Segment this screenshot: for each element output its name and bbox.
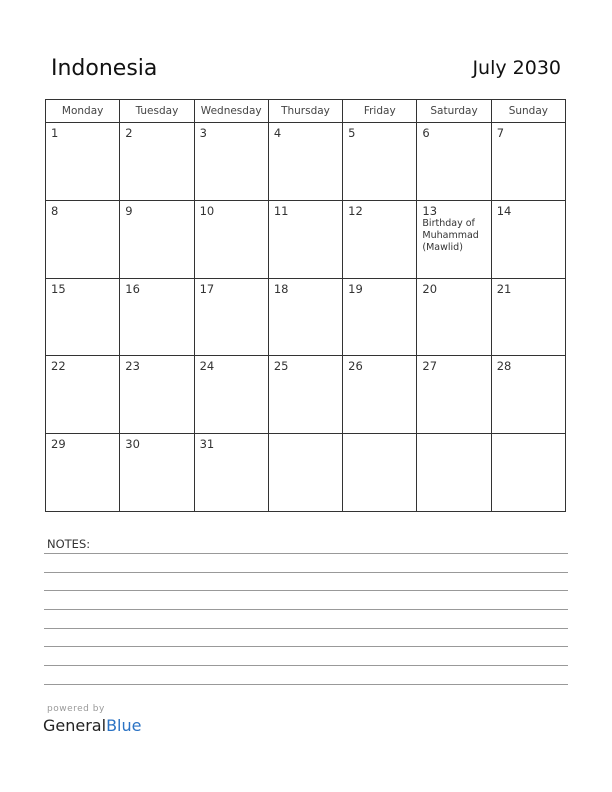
calendar-day-cell: [120, 434, 194, 512]
calendar-day-cell: [268, 278, 342, 356]
note-line: [44, 553, 568, 554]
day-number: 24: [199, 359, 215, 374]
calendar-day-cell: [417, 434, 491, 512]
calendar-title: Indonesia: [51, 56, 158, 81]
notes-label: NOTES:: [47, 537, 91, 551]
weekday-header: Saturday: [417, 100, 491, 123]
calendar-week-row: [46, 123, 566, 201]
day-number: 25: [273, 359, 289, 374]
calendar-day-cell: [343, 278, 417, 356]
day-number: 3: [199, 126, 207, 140]
calendar-grid: [45, 99, 566, 512]
calendar-day-cell: [491, 434, 565, 512]
weekday-header: Thursday: [268, 100, 342, 123]
day-number: 21: [496, 281, 512, 296]
calendar-day-cell: [417, 200, 491, 278]
day-number: [343, 434, 416, 437]
note-line: [44, 684, 568, 685]
calendar-week-row: [46, 356, 566, 434]
day-number: 4: [273, 126, 282, 140]
weekday-header: Friday: [343, 100, 417, 123]
day-number: 29: [51, 437, 66, 452]
holiday-event: Birthday of Muhammad (Mawlid): [422, 217, 479, 253]
calendar-day-cell: [194, 356, 268, 434]
day-number: 17: [199, 281, 215, 296]
day-number: 1: [51, 126, 59, 140]
calendar-day-cell: [491, 200, 565, 278]
day-number: [269, 434, 342, 437]
day-number: 31: [199, 437, 215, 452]
calendar-day-cell: [343, 356, 417, 434]
day-number: 5: [348, 126, 356, 140]
day-number: 12: [348, 203, 363, 218]
calendar-day-cell: [491, 123, 565, 201]
calendar-day-cell: [343, 434, 417, 512]
calendar-day-cell: [46, 356, 120, 434]
brand-general: General: [43, 716, 107, 735]
calendar-day-cell: [417, 123, 491, 201]
day-number: 18: [273, 281, 289, 296]
day-number: 10: [199, 203, 215, 218]
calendar-day-cell: [46, 200, 120, 278]
day-number: 9: [125, 203, 133, 218]
weekday-header: Wednesday: [194, 100, 268, 123]
day-number: 28: [496, 359, 512, 374]
calendar-day-cell: [194, 434, 268, 512]
calendar-day-cell: [268, 356, 342, 434]
day-number: 19: [348, 281, 363, 296]
day-number: 27: [422, 359, 438, 374]
note-line: [44, 628, 568, 629]
day-number: 6: [422, 126, 430, 140]
calendar-day-cell: [268, 200, 342, 278]
calendar-day-cell: [194, 123, 268, 201]
calendar-day-cell: [120, 200, 194, 278]
calendar-day-cell: [417, 356, 491, 434]
calendar-day-cell: [491, 356, 565, 434]
calendar-day-cell: [343, 123, 417, 201]
day-number: 14: [496, 203, 512, 218]
weekday-header: Monday: [46, 100, 120, 123]
note-line: [44, 590, 568, 591]
day-number: 13: [422, 203, 438, 218]
day-number: 16: [125, 281, 140, 296]
weekday-header-row: [46, 100, 566, 123]
calendar-day-cell: [120, 123, 194, 201]
day-number: 11: [273, 203, 289, 218]
calendar-day-cell: [46, 278, 120, 356]
calendar-day-cell: [46, 434, 120, 512]
day-number: 7: [496, 126, 505, 140]
note-line: [44, 646, 568, 647]
day-number: 2: [125, 126, 133, 140]
note-line: [44, 665, 568, 666]
weekday-header: Sunday: [491, 100, 565, 123]
weekday-header: Tuesday: [120, 100, 194, 123]
calendar-week-row: [46, 200, 566, 278]
calendar-week-row: [46, 278, 566, 356]
day-number: 22: [51, 359, 66, 374]
calendar-day-cell: [194, 200, 268, 278]
brand-blue: Blue: [106, 716, 142, 735]
calendar-day-cell: [120, 278, 194, 356]
note-line: [44, 572, 568, 573]
note-line: [44, 609, 568, 610]
calendar-day-cell: [417, 278, 491, 356]
calendar-day-cell: [268, 123, 342, 201]
calendar-day-cell: [194, 278, 268, 356]
day-number: 8: [51, 203, 59, 218]
day-number: 30: [125, 437, 140, 452]
calendar-day-cell: [46, 123, 120, 201]
day-number: 15: [51, 281, 66, 296]
calendar-day-cell: [491, 278, 565, 356]
day-number: 26: [348, 359, 363, 374]
day-number: [417, 434, 490, 437]
day-number: 20: [422, 281, 438, 296]
calendar-month: July 2030: [472, 57, 561, 79]
day-number: [492, 434, 565, 437]
calendar-day-cell: [343, 200, 417, 278]
powered-by-label: powered by: [47, 704, 105, 714]
day-number: 23: [125, 359, 140, 374]
brand-logo: [43, 716, 141, 735]
calendar-day-cell: [268, 434, 342, 512]
calendar-week-row: [46, 434, 566, 512]
calendar-day-cell: [120, 356, 194, 434]
